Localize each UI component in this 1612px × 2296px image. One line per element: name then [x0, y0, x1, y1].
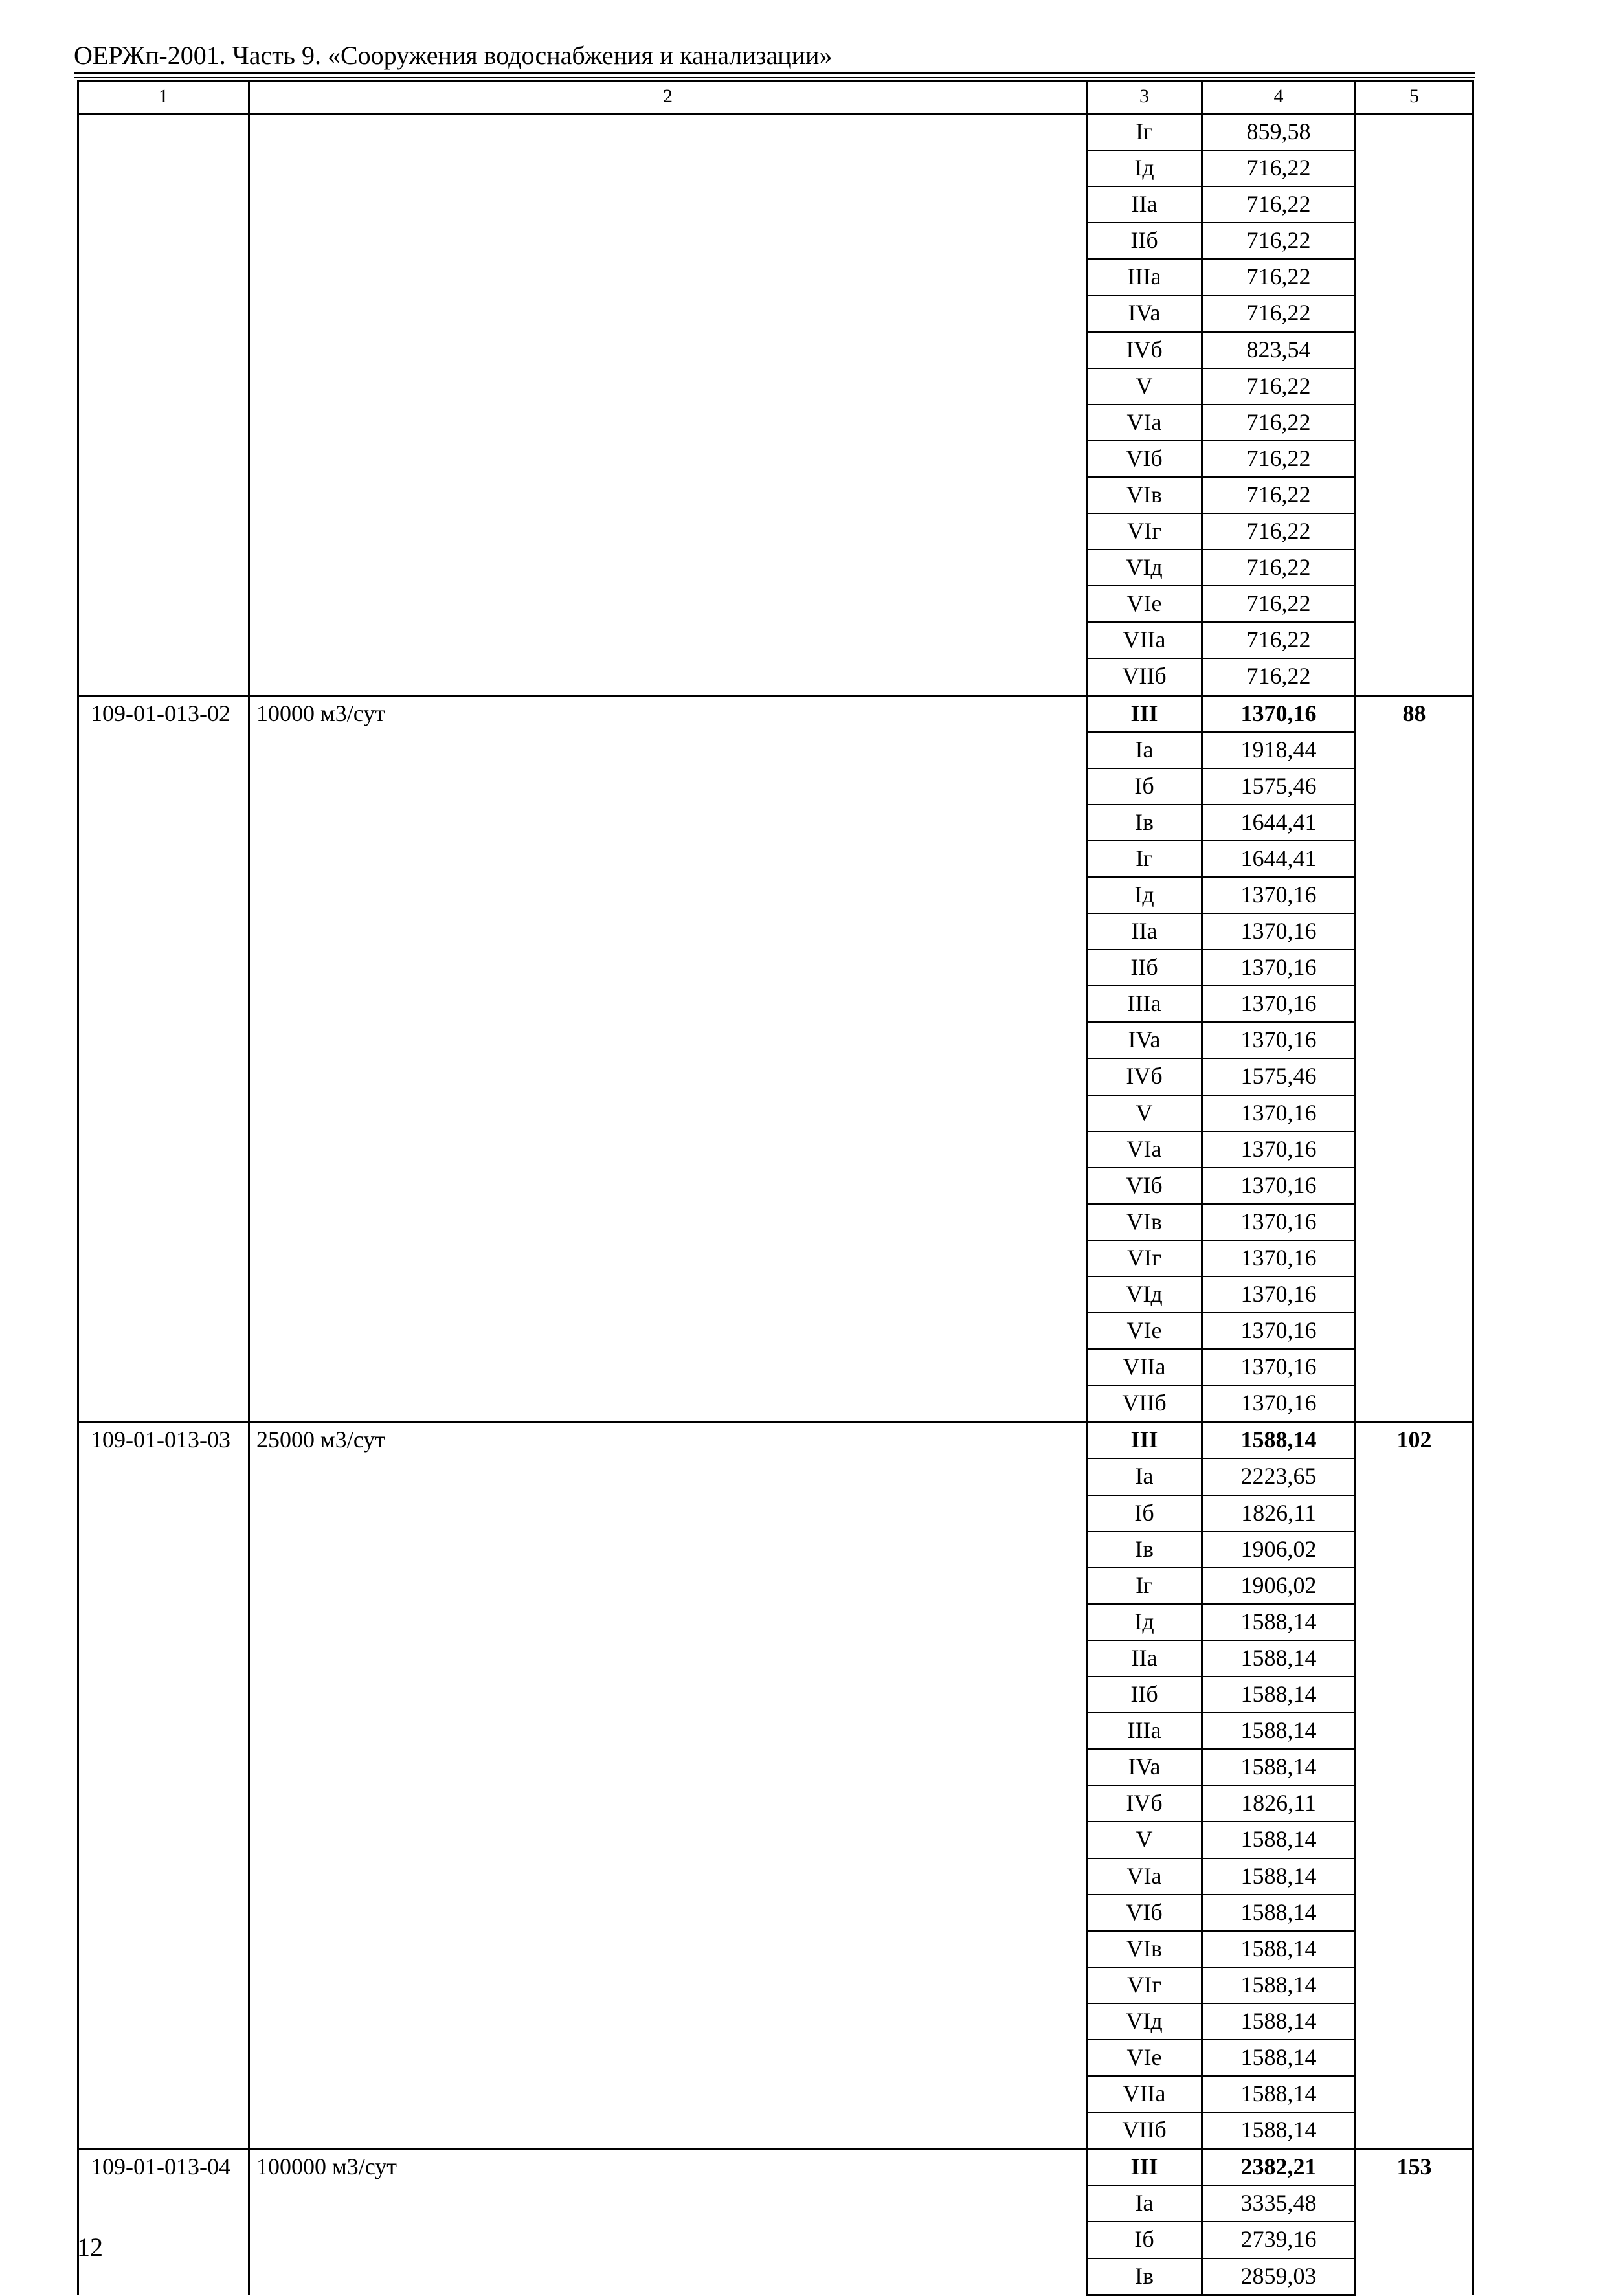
value-cell: 1588,14: [1202, 2076, 1356, 2112]
zone-cell: VIIa: [1087, 622, 1202, 658]
value-cell: 1826,11: [1202, 1785, 1356, 1822]
zone-cell: VIe: [1087, 2040, 1202, 2076]
zone-cell: IVa: [1087, 1749, 1202, 1785]
zone-cell: VIIб: [1087, 2112, 1202, 2149]
zone-cell: VIв: [1087, 1204, 1202, 1240]
value-cell: 1370,16: [1202, 950, 1356, 986]
zone-cell: Iг: [1087, 841, 1202, 877]
value-cell: 1588,14: [1202, 1967, 1356, 2003]
zone-cell: VIд: [1087, 2003, 1202, 2040]
value-cell: 2382,21: [1202, 2149, 1356, 2186]
value-cell: 1370,16: [1202, 1240, 1356, 1276]
value-cell: 716,22: [1202, 513, 1356, 550]
value-cell: 1370,16: [1202, 1385, 1356, 1422]
value-cell: 2739,16: [1202, 2222, 1356, 2258]
value-cell: 1370,16: [1202, 913, 1356, 950]
value-cell: 1370,16: [1202, 877, 1356, 913]
zone-cell: IIб: [1087, 950, 1202, 986]
table-row: [78, 1422, 1473, 1459]
zone-cell: IIIa: [1087, 259, 1202, 295]
value-cell: 1370,16: [1202, 1276, 1356, 1313]
zone-cell: Iг: [1087, 1568, 1202, 1604]
zone-cell: VIв: [1087, 477, 1202, 513]
table-row: [78, 2149, 1473, 2186]
table-header: [78, 81, 1473, 114]
value-cell: 716,22: [1202, 550, 1356, 586]
zone-cell: IVб: [1087, 1785, 1202, 1822]
value-cell: 1826,11: [1202, 1495, 1356, 1532]
value-cell: 716,22: [1202, 223, 1356, 259]
value-cell: 1918,44: [1202, 732, 1356, 768]
zone-cell: Iв: [1087, 2258, 1202, 2295]
value-cell: 2859,03: [1202, 2258, 1356, 2295]
zone-cell: Ia: [1087, 732, 1202, 768]
value-cell: 1644,41: [1202, 841, 1356, 877]
value-cell: 1588,14: [1202, 1677, 1356, 1713]
zone-cell: VIIб: [1087, 658, 1202, 695]
value-cell: 1588,14: [1202, 1858, 1356, 1895]
zone-cell: IIa: [1087, 913, 1202, 950]
zone-cell: VIб: [1087, 1168, 1202, 1204]
value-cell: 1370,16: [1202, 1131, 1356, 1168]
zone-cell: Iб: [1087, 1495, 1202, 1532]
value-cell: 716,22: [1202, 405, 1356, 441]
value-cell: 1588,14: [1202, 1640, 1356, 1677]
value-cell: 859,58: [1202, 114, 1356, 151]
zone-cell: VIIa: [1087, 1349, 1202, 1385]
code-cell: 109-01-013-04: [78, 2149, 249, 2295]
zone-cell: IVб: [1087, 1058, 1202, 1095]
table-row: [78, 695, 1473, 732]
zone-cell: IIa: [1087, 186, 1202, 223]
header-rule-top: [74, 72, 1475, 74]
column-header-2: 2: [249, 81, 1087, 114]
zone-cell: Ia: [1087, 1458, 1202, 1495]
value-cell: 1575,46: [1202, 768, 1356, 805]
value-cell: 1588,14: [1202, 1749, 1356, 1785]
header-rule-bottom: [74, 77, 1475, 78]
value-cell: 716,22: [1202, 441, 1356, 477]
description-cell: 10000 м3/сут: [249, 695, 1087, 1422]
col5-cell: [1356, 114, 1473, 696]
col5-cell: 88: [1356, 695, 1473, 1422]
value-cell: 823,54: [1202, 332, 1356, 368]
value-cell: 716,22: [1202, 186, 1356, 223]
value-cell: 716,22: [1202, 259, 1356, 295]
value-cell: 1370,16: [1202, 1095, 1356, 1131]
zone-cell: VIб: [1087, 1895, 1202, 1931]
zone-cell: VIг: [1087, 1967, 1202, 2003]
value-cell: 1906,02: [1202, 1568, 1356, 1604]
code-cell: 109-01-013-03: [78, 1422, 249, 2149]
zone-cell: Iб: [1087, 2222, 1202, 2258]
zone-cell: III: [1087, 2149, 1202, 2186]
zone-cell: VIд: [1087, 550, 1202, 586]
column-header-3: 3: [1087, 81, 1202, 114]
description-cell: [249, 114, 1087, 696]
zone-cell: IIa: [1087, 1640, 1202, 1677]
value-cell: 716,22: [1202, 295, 1356, 331]
value-cell: 1575,46: [1202, 1058, 1356, 1095]
value-cell: 1588,14: [1202, 1931, 1356, 1967]
value-cell: 716,22: [1202, 658, 1356, 695]
zone-cell: V: [1087, 1822, 1202, 1858]
zone-cell: VIIб: [1087, 1385, 1202, 1422]
zone-cell: IVa: [1087, 1022, 1202, 1058]
value-cell: 1644,41: [1202, 805, 1356, 841]
zone-cell: VIг: [1087, 513, 1202, 550]
value-cell: 716,22: [1202, 622, 1356, 658]
value-cell: 1588,14: [1202, 1604, 1356, 1640]
description-cell: 100000 м3/сут: [249, 2149, 1087, 2295]
value-cell: 1370,16: [1202, 1022, 1356, 1058]
zone-cell: VIe: [1087, 586, 1202, 622]
zone-cell: Iд: [1087, 877, 1202, 913]
code-cell: 109-01-013-02: [78, 695, 249, 1422]
value-cell: 1588,14: [1202, 1895, 1356, 1931]
table-body: [78, 114, 1473, 2295]
column-header-5: 5: [1356, 81, 1473, 114]
zone-cell: VIa: [1087, 1131, 1202, 1168]
value-cell: 1588,14: [1202, 1822, 1356, 1858]
value-cell: 716,22: [1202, 368, 1356, 405]
zone-cell: IVб: [1087, 332, 1202, 368]
col5-cell: 153: [1356, 2149, 1473, 2295]
value-cell: 1588,14: [1202, 1713, 1356, 1749]
zone-cell: IIIa: [1087, 1713, 1202, 1749]
zone-cell: VIe: [1087, 1313, 1202, 1349]
value-cell: 1370,16: [1202, 1313, 1356, 1349]
value-cell: 1588,14: [1202, 2112, 1356, 2149]
value-cell: 1370,16: [1202, 986, 1356, 1022]
rates-table: [77, 80, 1474, 2296]
zone-cell: Iг: [1087, 114, 1202, 151]
column-header-4: 4: [1202, 81, 1356, 114]
zone-cell: VIв: [1087, 1931, 1202, 1967]
zone-cell: III: [1087, 1422, 1202, 1459]
zone-cell: Iв: [1087, 805, 1202, 841]
zone-cell: V: [1087, 368, 1202, 405]
value-cell: 716,22: [1202, 477, 1356, 513]
zone-cell: IIб: [1087, 1677, 1202, 1713]
zone-cell: Iб: [1087, 768, 1202, 805]
zone-cell: III: [1087, 695, 1202, 732]
zone-cell: VIб: [1087, 441, 1202, 477]
zone-cell: VIa: [1087, 405, 1202, 441]
value-cell: 1588,14: [1202, 1422, 1356, 1459]
zone-cell: VIг: [1087, 1240, 1202, 1276]
zone-cell: IVa: [1087, 295, 1202, 331]
code-cell: [78, 114, 249, 696]
value-cell: 1588,14: [1202, 2040, 1356, 2076]
zone-cell: IIIa: [1087, 986, 1202, 1022]
page-number: 12: [77, 2233, 103, 2262]
value-cell: 1588,14: [1202, 2003, 1356, 2040]
zone-cell: Iд: [1087, 1604, 1202, 1640]
zone-cell: VIд: [1087, 1276, 1202, 1313]
value-cell: 1370,16: [1202, 1204, 1356, 1240]
zone-cell: VIa: [1087, 1858, 1202, 1895]
value-cell: 2223,65: [1202, 1458, 1356, 1495]
value-cell: 1370,16: [1202, 1168, 1356, 1204]
value-cell: 1906,02: [1202, 1532, 1356, 1568]
description-cell: 25000 м3/сут: [249, 1422, 1087, 2149]
zone-cell: IIб: [1087, 223, 1202, 259]
table-row: [78, 114, 1473, 151]
value-cell: 716,22: [1202, 586, 1356, 622]
value-cell: 1370,16: [1202, 1349, 1356, 1385]
zone-cell: VIIa: [1087, 2076, 1202, 2112]
value-cell: 716,22: [1202, 150, 1356, 186]
value-cell: 3335,48: [1202, 2185, 1356, 2222]
col5-cell: 102: [1356, 1422, 1473, 2149]
page-header-title: ОЕРЖп-2001. Часть 9. «Сооружения водоснабжения и канализации»: [74, 41, 833, 70]
table-header-row: [78, 81, 1473, 114]
zone-cell: Iд: [1087, 150, 1202, 186]
column-header-1: 1: [78, 81, 249, 114]
value-cell: 1370,16: [1202, 695, 1356, 732]
zone-cell: V: [1087, 1095, 1202, 1131]
zone-cell: Iв: [1087, 1532, 1202, 1568]
zone-cell: Ia: [1087, 2185, 1202, 2222]
